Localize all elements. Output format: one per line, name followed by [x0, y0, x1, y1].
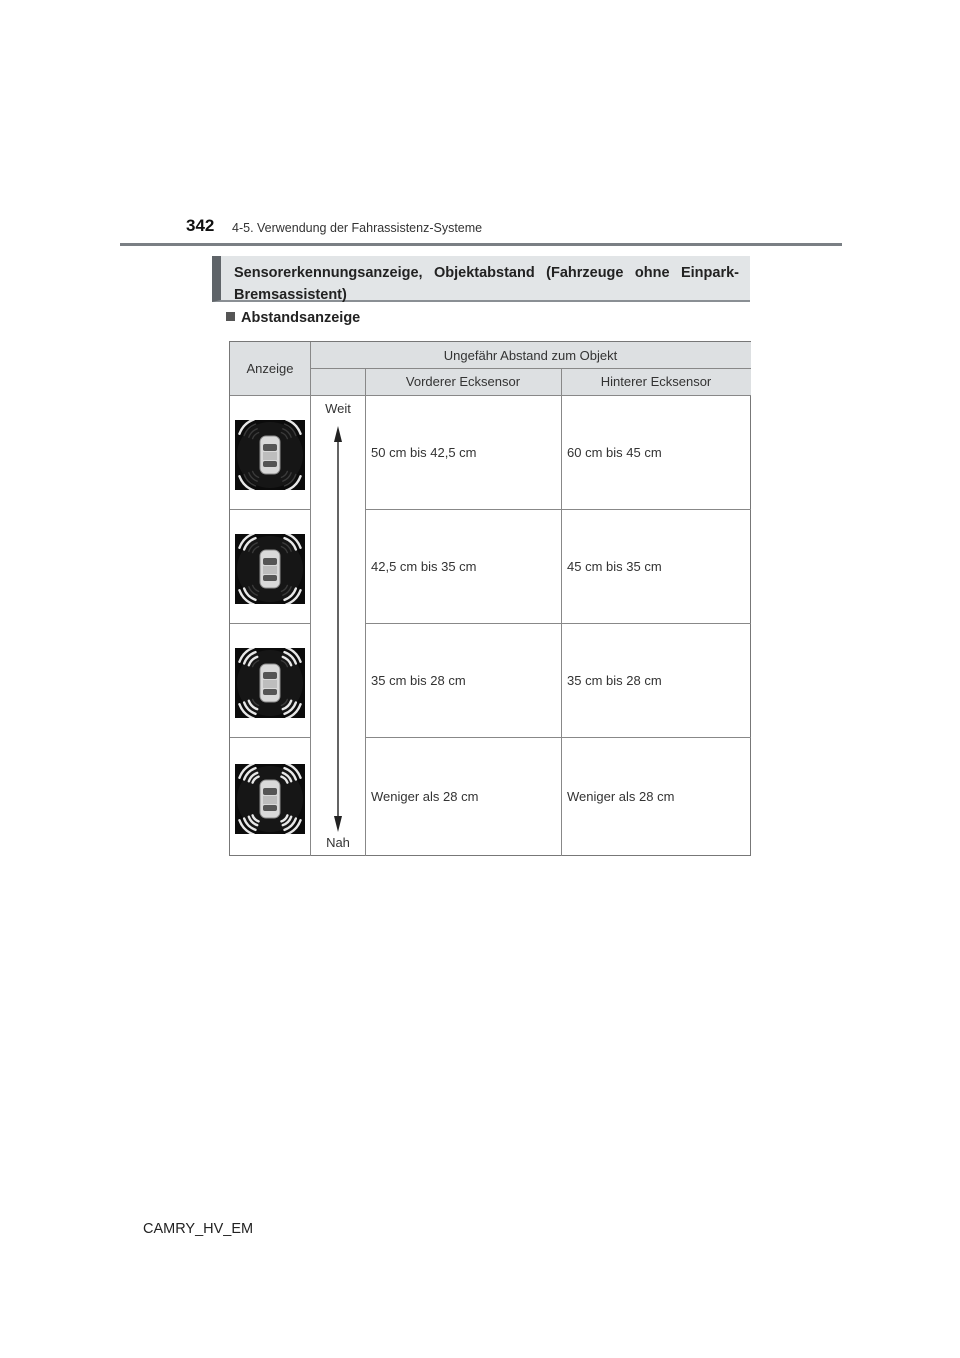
header-arrow-blank — [310, 368, 365, 395]
sensor-display-row-4 — [235, 764, 305, 834]
section-heading-box — [212, 256, 750, 302]
sensor-display-row-1 — [235, 420, 305, 490]
car-sensor-icon — [235, 648, 305, 718]
sensor-display-row-3 — [235, 648, 305, 718]
rear-value-row-1: 60 cm bis 45 cm — [567, 444, 662, 460]
header-distance-group: Ungefähr Abstand zum Objekt — [310, 342, 751, 368]
double-arrow-icon — [328, 426, 348, 832]
sensor-display-row-2 — [235, 534, 305, 604]
grid-line — [230, 509, 310, 510]
front-value-row-1: 50 cm bis 42,5 cm — [371, 444, 477, 460]
car-sensor-icon — [235, 764, 305, 834]
header-front-sensor: Vorderer Ecksensor — [365, 368, 561, 395]
front-value-row-4: Weniger als 28 cm — [371, 789, 479, 804]
front-value-row-3: 35 cm bis 28 cm — [371, 672, 466, 688]
grid-line — [230, 623, 310, 624]
document-code: CAMRY_HV_EM — [143, 1221, 254, 1237]
arrow-label-far: Weit — [325, 401, 351, 416]
car-sensor-icon — [235, 420, 305, 490]
front-value-row-2: 42,5 cm bis 35 cm — [371, 558, 477, 574]
arrow-label-near: Nah — [326, 835, 350, 850]
grid-line — [230, 737, 310, 738]
page-number: 342 — [186, 216, 215, 235]
grid-line — [310, 368, 751, 369]
header-rule — [120, 243, 842, 246]
car-sensor-icon — [235, 534, 305, 604]
grid-line — [310, 342, 311, 856]
section-title: Sensorerkennungsanzeige, Objektabstand (Fahrzeuge ohne Einpark-Bremsassistent) — [234, 265, 739, 303]
square-bullet-icon — [226, 312, 235, 321]
distance-table — [229, 341, 751, 856]
chapter-title: 4-5. Verwendung der Fahrassistenz-Systeme — [232, 221, 483, 235]
rear-value-row-3: 35 cm bis 28 cm — [567, 672, 662, 688]
header-display: Anzeige — [230, 342, 310, 395]
rear-value-row-4: Weniger als 28 cm — [567, 789, 675, 804]
subheading — [226, 310, 360, 326]
subheading-text: Abstandsanzeige — [241, 310, 361, 326]
rear-value-row-2: 45 cm bis 35 cm — [567, 558, 662, 574]
header-rear-sensor: Hinterer Ecksensor — [561, 368, 751, 395]
